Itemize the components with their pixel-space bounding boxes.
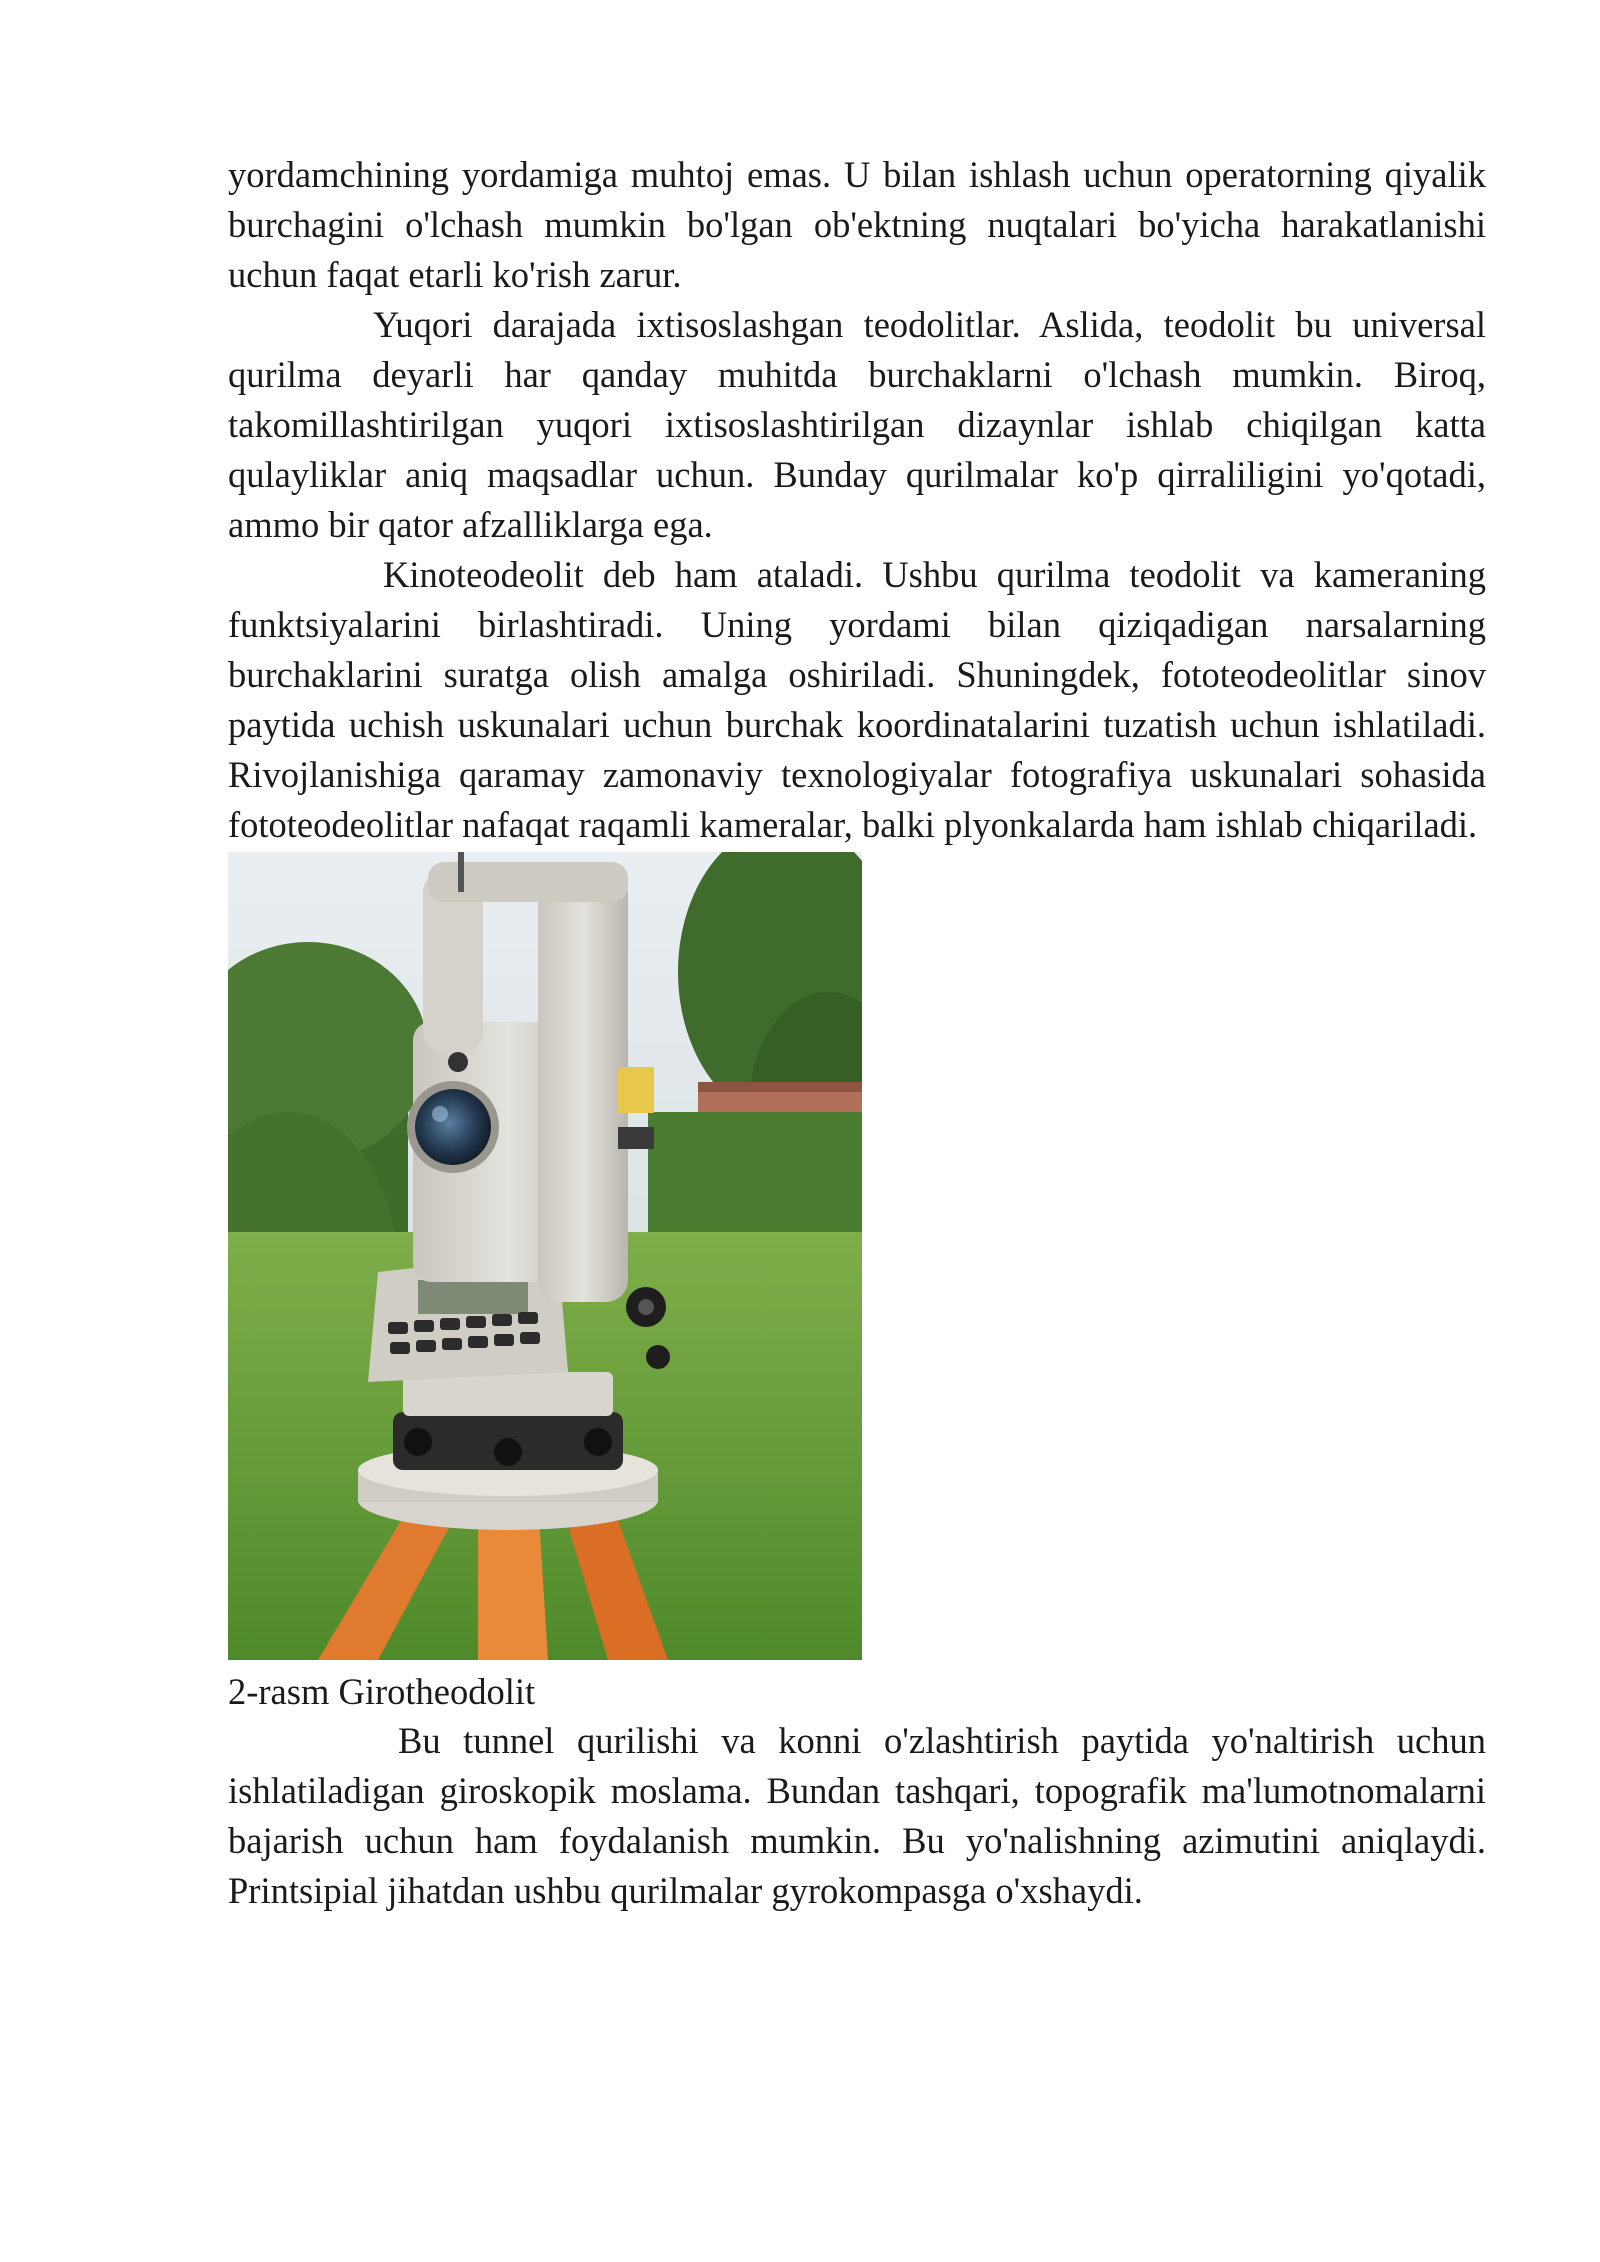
document-page [228, 150, 1486, 1916]
paragraph-continuation: yordamchining yordamiga muhtoj emas. U bilan ishlash uchun operatorning qiyalik burchagini o'lchash mumkin bo'lgan ob'ektning nuqtalari bo'yicha harakatlanishi uchun faqat etarli ko'rish zarur. [228, 154, 1486, 295]
paragraph-specialized-theodolites: Yuqori darajada ixtisoslashgan teodolitlar. Aslida, teodolit bu universal qurilma deyarli har qanday muhitda burchaklarni o'lchash mumkin. Biroq, takomillashtirilgan yuqori ixtisoslashtirilgan dizaynlar ishlab chiqilgan katta qulayliklar aniq maqsadlar uchun. Bunday qurilmalar ko'p qirraliligini yo'qotadi, ammo bir qator afzalliklarga ega. [228, 304, 1486, 545]
paragraph-gyrotheodolite: Bu tunnel qurilishi va konni o'zlashtirish paytida yo'naltirish uchun ishlatiladigan giroskopik moslama. Bundan tashqari, topografik ma'lumotnomalarni bajarish uchun ham foydalanish mumkin. Bu yo'nalishning azimutini aniqlaydi. Printsipial jihatdan ushbu qurilmalar gyrokompasga o'xshaydi. [228, 1720, 1486, 1911]
figure-caption: 2-rasm Girotheodolit [228, 1671, 536, 1712]
gyrotheodolite-photo [228, 852, 862, 1660]
paragraph-kinotheodolite: Kinoteodeolit deb ham ataladi. Ushbu qurilma teodolit va kameraning funktsiyalarini birlashtiradi. Uning yordami bilan qiziqadigan narsalarning burchaklarini suratga olish amalga oshiriladi. Shuningdek, fototeodeolitlar sinov paytida uchish uskunalari uchun burchak koordinatalarini tuzatish uchun ishlatiladi. Rivojlanishiga qaramay zamonaviy texnologiyalar fotografiya uskunalari sohasida fototeodeolitlar nafaqat raqamli kameralar, balki plyonkalarda ham ishlab chiqariladi. [228, 554, 1486, 845]
